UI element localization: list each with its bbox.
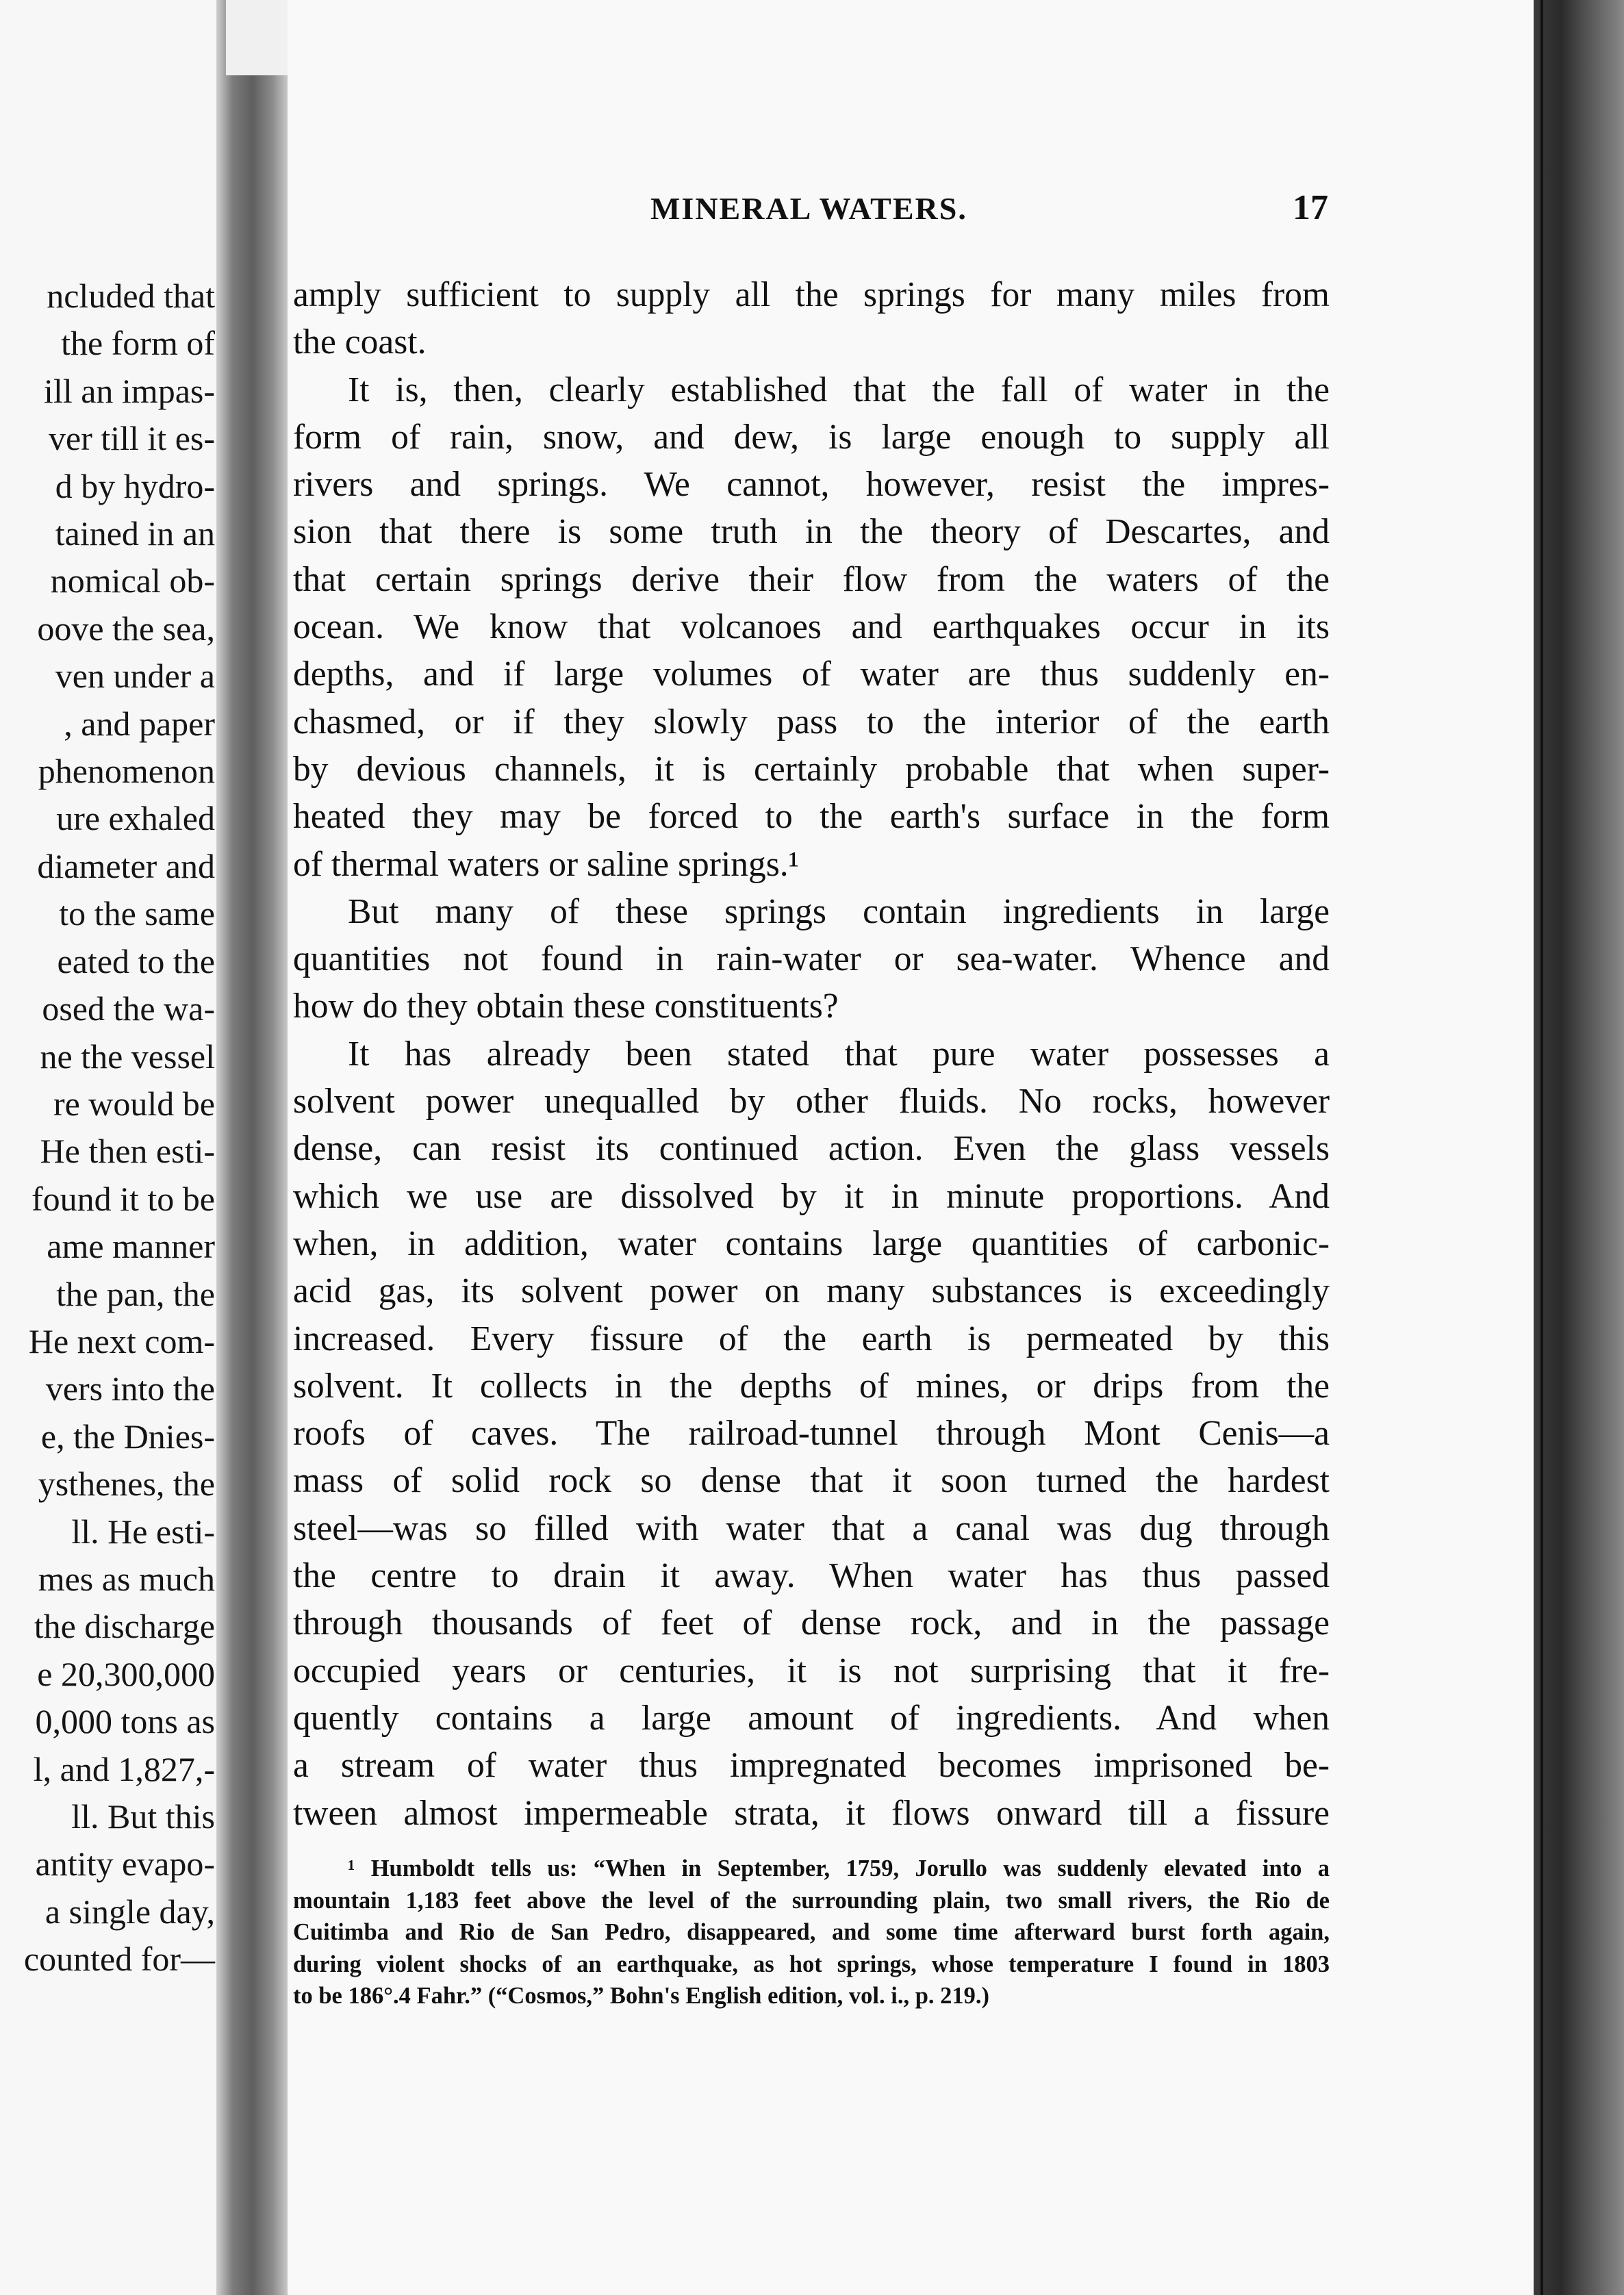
previous-page-line: l, and 1,827,- — [33, 1749, 215, 1788]
previous-page-line: the discharge — [34, 1607, 215, 1646]
body-line: roofs of caves. The railroad-tunnel through Mont Cenis—a — [293, 1414, 1330, 1454]
book-edge-line — [1540, 0, 1543, 2295]
body-line: mass of solid rock so dense that it soon turned the hardest — [293, 1461, 1330, 1501]
previous-page-line: He then esti- — [40, 1132, 215, 1171]
previous-page-line: osed the wa- — [42, 989, 215, 1028]
body-line: acid gas, its solvent power on many substances is exceedingly — [293, 1271, 1330, 1311]
footnote-line: ¹ Humboldt tells us: “When in September, 1759, Jorullo was suddenly elevated into a — [348, 1855, 1330, 1881]
body-line: heated they may be forced to the earth's surface in the form — [293, 797, 1330, 837]
previous-page-line: ill an impas- — [44, 371, 215, 410]
body-line: when, in addition, water contains large quantities of carbonic- — [293, 1223, 1330, 1263]
previous-page-line: ysthenes, the — [38, 1465, 215, 1504]
body-text — [293, 271, 1330, 1837]
body-line: form of rain, snow, and dew, is large enough to supply all — [293, 417, 1330, 457]
body-line: that certain springs derive their flow from the waters of the — [293, 559, 1330, 599]
previous-page-line: phenomenon — [38, 752, 215, 791]
body-line: depths, and if large volumes of water are thus suddenly en- — [293, 655, 1330, 694]
previous-page-line: the form of — [61, 324, 215, 363]
previous-page-line: , and paper — [64, 704, 215, 743]
previous-page-line: e 20,300,000 — [37, 1654, 215, 1693]
body-line: It has already been stated that pure water possesses a — [348, 1034, 1330, 1074]
previous-page-line: a single day, — [45, 1892, 215, 1931]
previous-page-line: ne the vessel — [40, 1037, 215, 1076]
previous-page-line: antity evapo- — [35, 1844, 215, 1884]
body-line: which we use are dissolved by it in minute proportions. And — [293, 1176, 1330, 1216]
previous-page-line: He next com- — [28, 1321, 215, 1360]
page-number: 17 — [1293, 188, 1328, 227]
page-header — [288, 190, 1328, 245]
footnote-line: Cuitimba and Rio de San Pedro, disappeared, and some time afterward burst forth again, — [293, 1919, 1330, 1945]
previous-page-line: diameter and — [37, 846, 215, 885]
footnote-line: to be 186°.4 Fahr.” (“Cosmos,” Bohn's English edition, vol. i., p. 219.) — [293, 1983, 990, 2009]
previous-page-line: ll. He esti- — [71, 1512, 215, 1551]
previous-page-line: ven under a — [55, 657, 215, 696]
previous-page-line: ure exhaled — [56, 799, 215, 838]
previous-page-line: found it to be — [31, 1179, 215, 1218]
body-line: tween almost impermeable strata, it flows onward till a fissure — [293, 1793, 1330, 1833]
gutter-top-highlight — [226, 0, 288, 75]
previous-page-line: oove the sea, — [37, 609, 215, 648]
body-line: quently contains a large amount of ingredients. And when — [293, 1698, 1330, 1738]
previous-page-line: tained in an — [55, 514, 215, 553]
previous-page-line: eated to the — [57, 941, 215, 980]
previous-page-line: the pan, the — [56, 1274, 215, 1313]
previous-page-line: e, the Dnies- — [40, 1417, 215, 1456]
previous-page-line: ame manner — [47, 1227, 215, 1266]
footnote-line: during violent shocks of an earthquake, as hot springs, whose temperature I found in 1803 — [293, 1951, 1330, 1977]
body-line: through thousands of feet of dense rock, and in the passage — [293, 1603, 1330, 1643]
footnote — [293, 1853, 1330, 2012]
body-line: solvent. It collects in the depths of mines, or drips from the — [293, 1366, 1330, 1406]
previous-page-line: re would be — [53, 1084, 215, 1123]
body-line: solvent power unequalled by other fluids. No rocks, however — [293, 1082, 1330, 1121]
previous-page-line: to the same — [59, 894, 215, 933]
book-edge — [1534, 0, 1624, 2295]
body-line: the centre to drain it away. When water has thus passed — [293, 1556, 1330, 1596]
previous-page-line: ver till it es- — [49, 419, 215, 458]
previous-page-line: ll. But this — [71, 1797, 215, 1836]
previous-page-line: counted for— — [23, 1940, 215, 1979]
book-gutter — [216, 0, 292, 2295]
body-line: the coast. — [293, 322, 427, 362]
body-line: ocean. We know that volcanoes and earthquakes occur in its — [293, 607, 1330, 647]
body-line: a stream of water thus impregnated becomes imprisoned be- — [293, 1746, 1330, 1786]
footnote-line: mountain 1,183 feet above the level of the surrounding plain, two small rivers, the Rio de — [293, 1887, 1330, 1914]
body-line: quantities not found in rain-water or sea-water. Whence and — [293, 939, 1330, 979]
previous-page-line: nomical ob- — [50, 561, 215, 600]
running-head: MINERAL WATERS. — [650, 191, 967, 226]
body-line: But many of these springs contain ingredients in large — [348, 891, 1330, 931]
body-line: dense, can resist its continued action. Even the glass vessels — [293, 1129, 1330, 1169]
body-line: of thermal waters or saline springs.¹ — [293, 844, 800, 884]
body-line: sion that there is some truth in the theory of Descartes, and — [293, 512, 1330, 552]
previous-page-line: mes as much — [38, 1559, 215, 1598]
body-line: how do they obtain these constituents? — [293, 987, 839, 1026]
body-line: amply sufficient to supply all the springs for many miles from — [293, 275, 1330, 314]
body-line: It is, then, clearly established that the fall of water in the — [348, 370, 1330, 409]
previous-page-line: 0,000 tons as — [35, 1702, 215, 1741]
body-line: occupied years or centuries, it is not surprising that it fre- — [293, 1651, 1330, 1690]
previous-page-line: vers into the — [45, 1369, 215, 1408]
previous-page-line: d by hydro- — [55, 466, 215, 505]
previous-page — [0, 0, 219, 2295]
body-line: steel—was so filled with water that a canal was dug through — [293, 1508, 1330, 1548]
previous-page-text — [24, 272, 215, 1983]
body-line: by devious channels, it is certainly probable that when super- — [293, 749, 1330, 789]
body-line: rivers and springs. We cannot, however, resist the impres- — [293, 465, 1330, 505]
body-line: chasmed, or if they slowly pass to the interior of the earth — [293, 702, 1330, 741]
body-line: increased. Every fissure of the earth is permeated by this — [293, 1319, 1330, 1358]
previous-page-line: ncluded that — [47, 277, 215, 315]
